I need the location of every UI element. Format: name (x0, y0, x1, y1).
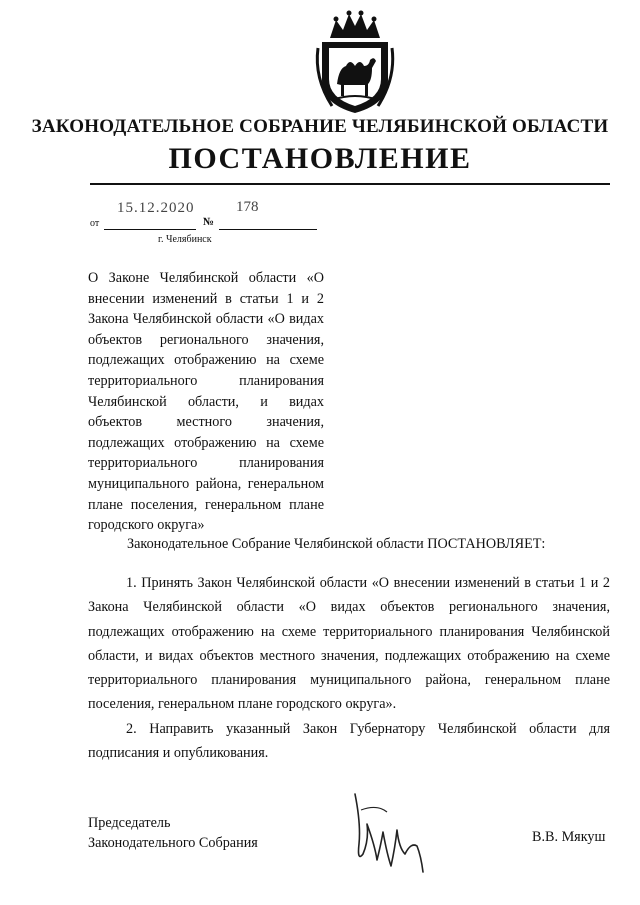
header-divider (90, 183, 610, 185)
date-underline (104, 229, 196, 230)
number-label: № (203, 216, 215, 228)
signatory-position (88, 813, 258, 853)
signatory-position-line-1: Председатель (88, 815, 171, 831)
coat-of-arms-icon (312, 8, 398, 116)
document-number: 178 (236, 199, 259, 215)
resolution-paragraph-1: 1. Принять Закон Челябинской области «О внесении изменений в статьи 1 и 2 Закона Челябинской области «О видах объектов регионального значения, подлежащих отображению на схеме территориального планирования Челябинской области, и видах объектов местного значения, подлежащих отображению на схеме территориального планирования муниципального района, генеральном плане поселения, генеральном плане городского округа». (88, 575, 610, 713)
document-subject: О Законе Челябинской области «О внесении изменений в статьи 1 и 2 Закона Челябинской области «О видах объектов регионального значения, подлежащих отображению на схеме территориального планирования Челябинской области, и видах объектов местного значения, подлежащих отображению на схеме территориального планирования муниципального района, генеральном плане поселения, генеральном плане городского округа» (88, 270, 324, 534)
signatory-name: В.В. Мякуш (532, 829, 606, 845)
organization-name: ЗАКОНОДАТЕЛЬНОЕ СОБРАНИЕ ЧЕЛЯБИНСКОЙ ОБЛАСТИ (31, 116, 609, 137)
resolution-paragraph-2: 2. Направить указанный Закон Губернатору Челябинской области для подписания и опубликования. (88, 721, 610, 762)
handwritten-signature (347, 784, 427, 876)
city-label: г. Челябинск (158, 234, 212, 245)
document-type-title: ПОСТАНОВЛЕНИЕ (168, 142, 472, 175)
number-underline (219, 229, 317, 230)
document-date: 15.12.2020 (117, 200, 195, 216)
signatory-position-line-2: Законодательного Собрания (88, 835, 258, 851)
date-label: от (90, 218, 100, 229)
resolution-preamble: Законодательное Собрание Челябинской области ПОСТАНОВЛЯЕТ: (127, 536, 546, 552)
